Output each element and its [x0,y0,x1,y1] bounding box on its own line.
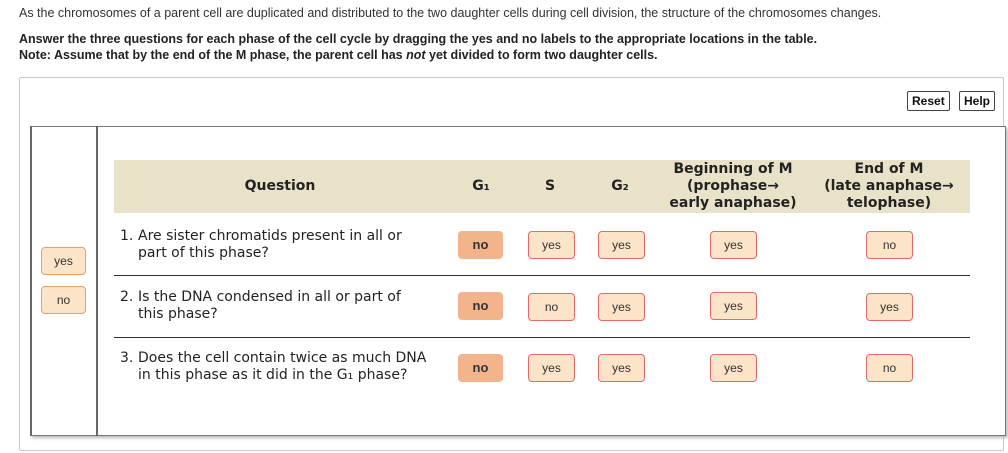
cell-row3-beginning-m[interactable]: yes [710,354,757,382]
cell-row2-g2[interactable]: yes [598,293,645,321]
question-1-line1 [120,228,450,245]
header-question: Question [244,178,316,194]
row-divider [114,337,970,338]
cell-row1-end-m[interactable]: no [866,231,913,259]
cell-row3-end-m[interactable]: no [866,354,913,382]
question-2-text: Is the DNA condensed in all or part of [138,289,401,305]
question-3 [120,350,450,384]
question-1-line2: part of this phase? [138,245,269,261]
header-end-m-line2: (late anaphase→ [824,178,954,194]
note-prefix: Note: Assume that by the end of the M phase, the parent cell has [19,48,407,62]
header-end-m [808,161,970,212]
header-beginning-m-line1: Beginning of M [673,161,793,177]
label-bank-divider [96,126,98,436]
row-divider [114,275,970,276]
cell-row2-end-m[interactable]: yes [866,293,913,321]
instructions [19,31,817,63]
bank-label-yes[interactable]: yes [41,247,86,275]
header-beginning-m-line2: (prophase→ [687,178,779,194]
cell-row3-g1: no [458,354,503,382]
note-suffix: yet divided to form two daughter cells. [425,48,658,62]
header-beginning-m-line3: early anaphase) [669,195,797,211]
question-1-text: Are sister chromatids present in all or [138,228,402,244]
cell-row1-g2[interactable]: yes [598,231,645,259]
note-emphasis: not [406,48,426,62]
cell-row1-s[interactable]: yes [528,231,575,259]
question-1-number: 1. [120,228,134,244]
header-end-m-line1: End of M [854,161,924,177]
note-line [19,47,817,63]
question-2-number: 2. [120,289,134,305]
question-3-line2: in this phase as it did in the G₁ phase? [138,367,408,383]
question-3-number: 3. [120,350,134,366]
header-g2: G₂ [611,178,629,194]
bank-label-no[interactable]: no [41,286,86,314]
cell-row1-beginning-m[interactable]: yes [710,231,757,259]
question-2-line2: this phase? [138,306,218,322]
header-g1: G₁ [472,178,490,194]
cell-row2-g1: no [458,292,503,320]
header-s: S [544,178,556,194]
question-3-line1 [120,350,450,367]
cell-row2-s[interactable]: no [528,293,575,321]
question-2 [120,289,450,323]
cell-row3-g2[interactable]: yes [598,354,645,382]
cell-row2-beginning-m[interactable]: yes [710,292,757,320]
question-3-text: Does the cell contain twice as much DNA [138,350,427,366]
intro-text: As the chromosomes of a parent cell are duplicated and distributed to the two daughter cells during cell division, the structure of the chromosomes changes. [19,6,882,20]
help-button[interactable]: Help [959,91,995,111]
header-beginning-m [652,161,814,212]
header-end-m-line3: telophase) [846,195,932,211]
cell-row3-s[interactable]: yes [528,354,575,382]
cell-row1-g1: no [458,231,503,259]
question-1 [120,228,450,262]
question-2-line1 [120,289,450,306]
reset-button[interactable]: Reset [907,91,950,111]
instruction-line: Answer the three questions for each phase of the cell cycle by dragging the yes and no labels to the appropriate locations in the table. [19,32,818,46]
